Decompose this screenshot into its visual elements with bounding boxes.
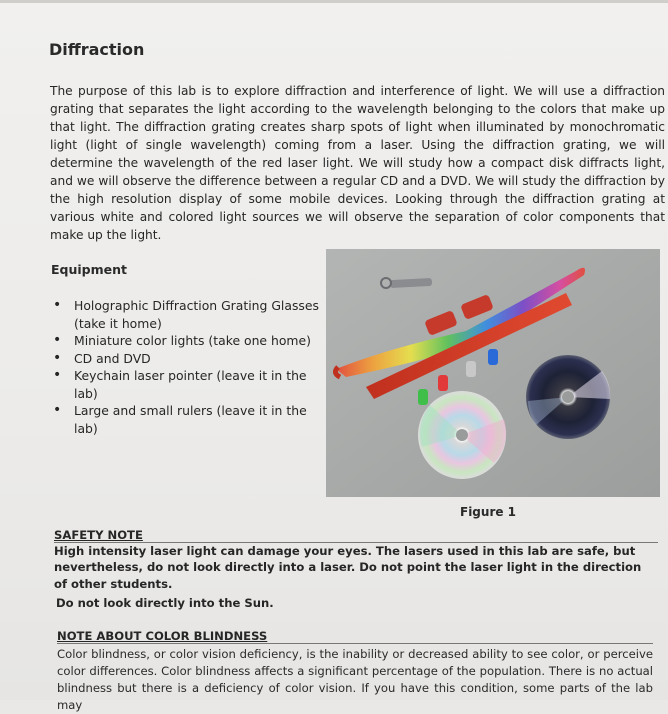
safety-text: High intensity laser light can damage your eyes. The lasers used in this lab are safe, but nevertheless, do not look directly into a laser. Do not point the laser light in the direction of other students.: [54, 543, 642, 591]
color-blindness-text: Color blindness, or color vision deficiency, is the inability or decreased ability to see color, or perceive color differences. Color blindness affects a significant percentage of the population. There is no actual blindness but there is a deficiency of color vision. If you have this condition, some parts of the lab may: [57, 647, 653, 712]
intro-paragraph: The purpose of this lab is to explore diffraction and interference of light. We will use a diffraction grating that separates the light according to the wavelength belonging to the colors that make up that light. The diffraction grating creates sharp spots of light when illuminated by monochromatic light (light of single wavelength) coming from a laser. Using the diffraction grating, we will determine the wavelength of the red laser light. We will study how a compact disk diffracts light, and we will observe the difference between a regular CD and a DVD. We will study the diffraction by the high resolution display of some mobile devices. Looking through the diffraction grating at various white and colored light sources we will observe the separation of color components that make up the light.: [50, 84, 665, 242]
dvd-icon: [526, 355, 610, 439]
equipment-photo: [326, 249, 660, 497]
sun-warning: Do not look directly into the Sun.: [56, 596, 274, 610]
equipment-item: • CD and DVD: [52, 350, 322, 368]
equipment-item: • Holographic Diffraction Grating Glasses (take it home): [52, 297, 322, 332]
equipment-item: • Keychain laser pointer (leave it in the lab): [52, 367, 322, 402]
equipment-photo-illustration: [326, 249, 660, 497]
equipment-heading: Equipment: [51, 262, 127, 277]
cd-icon: [418, 391, 506, 479]
figure-caption: Figure 1: [460, 505, 517, 519]
equipment-item: • Large and small rulers (leave it in the lab): [52, 402, 322, 437]
safety-heading: SAFETY NOTE: [54, 528, 143, 542]
top-border: [0, 0, 668, 3]
safety-note: [54, 527, 658, 592]
page-title: Diffraction: [49, 40, 145, 59]
color-blindness-heading: NOTE ABOUT COLOR BLINDNESS: [57, 629, 653, 644]
equipment-list: [52, 297, 322, 437]
equipment-item: • Miniature color lights (take one home): [52, 332, 322, 350]
